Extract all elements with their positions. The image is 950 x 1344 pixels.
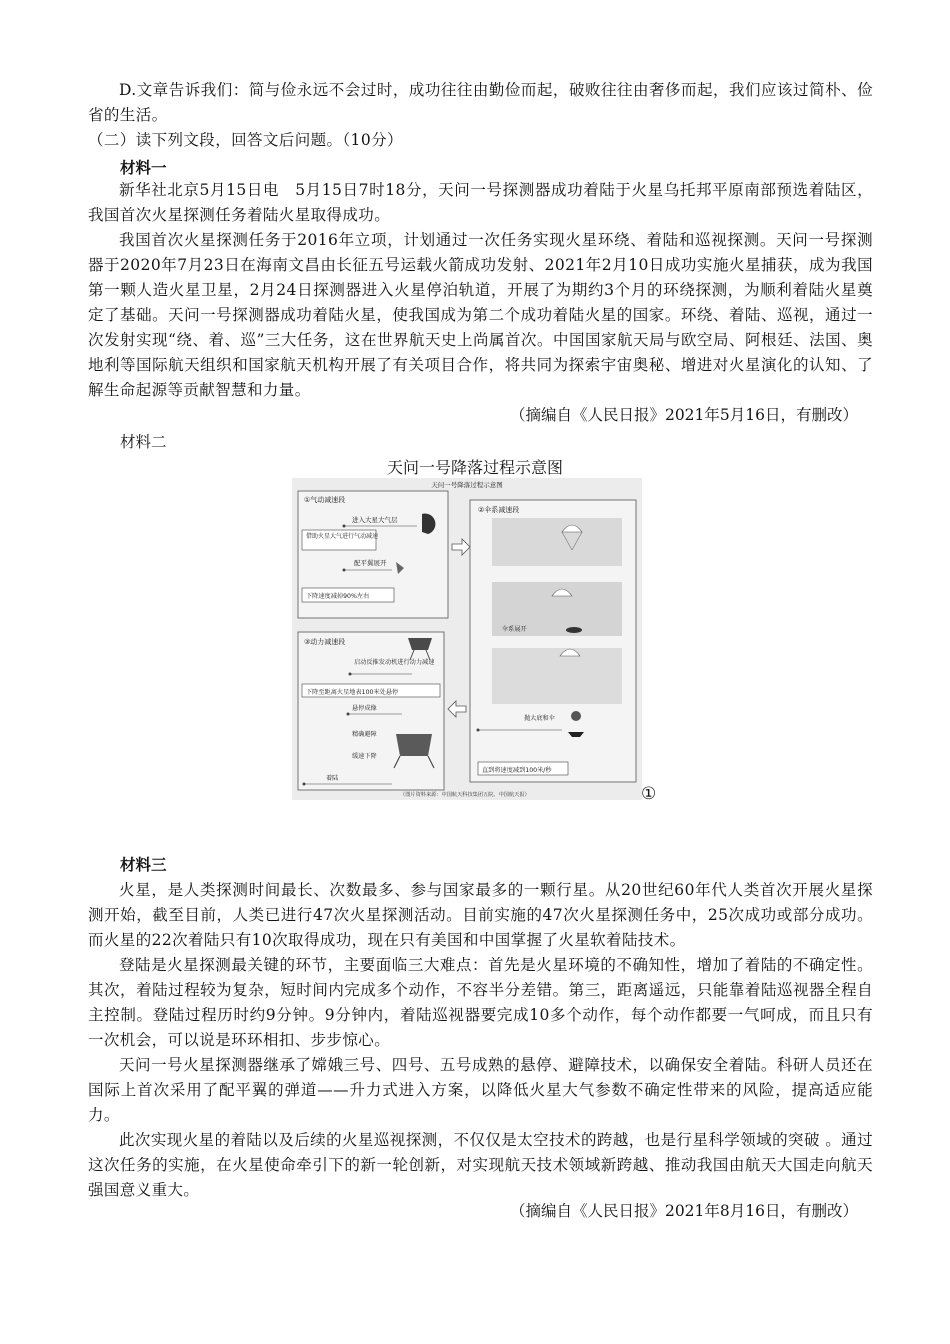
- material1-body: [88, 178, 873, 403]
- figure-marker: ①: [641, 784, 657, 804]
- stage1-label: ①气动减速段: [304, 496, 346, 504]
- stage3-hover-banner: 下降至距离火星地表100米处悬停: [306, 689, 399, 696]
- stage3-panel: [298, 632, 444, 790]
- lander-top-icon: [408, 638, 432, 650]
- figure-title: 天问一号降落过程示意图: [386, 458, 563, 477]
- heatshield-icon: [566, 627, 582, 633]
- option-d: D.文章告诉我们：简与俭永远不会过时，成功往往由勤俭而起，破败往往由奢侈而起，我们应该过简朴、俭省的生活。: [88, 81, 873, 124]
- section-heading-block: [88, 128, 873, 153]
- material1-source: （摘编自《人民日报》2021年5月16日，有删改）: [509, 406, 858, 424]
- stage3-label: ③动力减速段: [304, 638, 346, 646]
- section-heading: （二）读下列文段，回答文后问题。（10分）: [88, 131, 403, 149]
- stage3-land: 着陆: [326, 775, 339, 782]
- diagram-credit: （图片资料来源：中国航天科技集团五院、中国航天报）: [400, 792, 530, 798]
- material3-source: （摘编自《人民日报》2021年8月16日，有删改）: [509, 1202, 858, 1220]
- backshell-icon: [571, 711, 581, 721]
- stage2-sep: 抛大底和伞: [524, 715, 555, 722]
- material1-heading: 材料一: [120, 158, 167, 177]
- stage1-shield: 配平翼展开: [354, 559, 387, 567]
- diagram-inner-title: 天问一号降落过程示意图: [431, 481, 503, 489]
- stage2-panel: [470, 500, 636, 782]
- material3-body: [88, 878, 873, 1203]
- material3-paragraph: 登陆是火星探测最关键的环节，主要面临三大难点：首先是火星环境的不确知性，增加了着陆的不确定性。其次，着陆过程较为复杂，短时间内完成多个动作，不容半分差错。第三，距离遥远，只能靠着陆巡视器全程自主控制。登陆过程历时约9分钟。9分钟内，着陆巡视器要完成10多个动作，每个动作都要一气呵成，而且只有一次机会，可以说是环环相扣、步步惊心。: [88, 956, 873, 1049]
- stage1-panel: [298, 491, 448, 618]
- stage2-speed: 直到将速度减到100米/秒: [482, 767, 552, 774]
- stage3-engine: 启动反推发动机进行动力减速: [354, 659, 435, 666]
- stage2-chute: 伞系展开: [502, 626, 527, 633]
- stage3-hover: 悬停成像: [352, 705, 377, 712]
- material1-paragraph: 新华社北京5月15日电 5月15日7时18分，天问一号探测器成功着陆于火星乌托邦平原南部预选着陆区，我国首次火星探测任务着陆火星取得成功。: [88, 181, 873, 224]
- material3-paragraph: 此次实现火星的着陆以及后续的火星巡视探测，不仅仅是太空技术的跨越，也是行星科学领域的突破 。通过这次任务的实施，在火星使命牵引下的新一轮创新，对实现航天技术领域新跨越、推动我国由航天大国走向航天强国意义重大。: [88, 1131, 873, 1199]
- stage3-slow: 缓速下降: [352, 753, 377, 760]
- material3-paragraph: 火星，是人类探测时间最长、次数最多、参与国家最多的一颗行星。从20世纪60年代人类首次开展火星探测开始，截至目前，人类已进行47次火星探测活动。目前实施的47次火星探测任务中，25次成功或部分成功。而火星的22次着陆只有10次取得成功，现在只有美国和中国掌握了火星软着陆技术。: [88, 881, 873, 949]
- stage3-avoid: 精确避障: [352, 731, 377, 738]
- stage1-note: 借助火星大气进行气动减速: [306, 533, 379, 540]
- material1-paragraph: 我国首次火星探测任务于2016年立项，计划通过一次任务实现火星环绕、着陆和巡视探测。天问一号探测器于2020年7月23日在海南文昌由长征五号运载火箭成功发射、2021年2月10日成功实施火星捕获，成为我国第一颗人造火星卫星，2月24日探测器进入火星停泊轨道，开展了为期约3个月的环绕探测，为顺利着陆火星奠定了基础。天问一号探测器成功着陆火星，使我国成为第二个成功着陆火星的国家。环绕、着陆、巡视，通过一次发射实现“绕、着、巡”三大任务，这在世界航天史上尚属首次。中国国家航天局与欧空局、阿根廷、法国、奥地利等国际航天组织和国家航天机构开展了有关项目合作，将共同为探索宇宙奥秘、增进对火星演化的认知、了解生命起源等贡献智慧和力量。: [88, 231, 873, 399]
- material3-heading: 材料三: [120, 855, 167, 874]
- material2-heading: 材料二: [120, 433, 167, 451]
- landing-process-diagram: [292, 478, 642, 800]
- stage1-enter: 进入大星大气层: [352, 516, 398, 524]
- stage1-speed: 下降速度减掉90%左右: [306, 593, 370, 600]
- lander-icon: [396, 734, 432, 756]
- stage2-label: ②伞系减速段: [478, 506, 520, 514]
- material3-paragraph: 天问一号火星探测器继承了嫦娥三号、四号、五号成熟的悬停、避障技术，以确保安全着陆。科研人员还在国际上首次采用了配平翼的弹道——升力式进入方案，以降低火星大气参数不确定性带来的风险，提高适应能力。: [88, 1056, 873, 1124]
- option-d-block: [88, 78, 873, 128]
